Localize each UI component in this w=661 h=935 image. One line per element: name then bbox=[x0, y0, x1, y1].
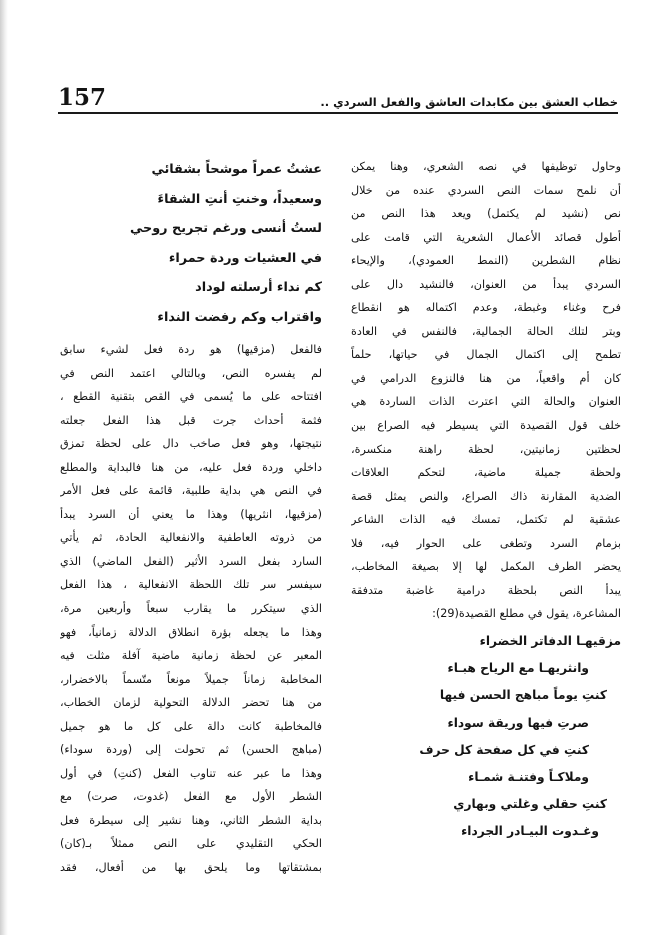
text-line: فالمخاطبة كانت دالة على كل ما هو جميل bbox=[60, 719, 322, 733]
text-line: بمشتقاتها وما يلحق بها من أفعال، فقد bbox=[60, 861, 322, 875]
left-column bbox=[60, 155, 322, 880]
running-title: خطاب العشق بين مكابدات العاشق والفعل السردي .. bbox=[320, 95, 618, 109]
verse-line: في العشيات وردة حمراء bbox=[168, 250, 322, 266]
text-line: أن نلمح سمات النص السردي عنده من خلال bbox=[351, 183, 621, 197]
text-line: الذي سيتكرر ما يقارب سبعاً وأربعين مرة، bbox=[60, 602, 322, 616]
text-line: السردي يبدأ من العنوان، فالنشيد دال على bbox=[351, 277, 621, 291]
right-column bbox=[351, 155, 621, 845]
text-line: فالفعل (مزقيها) هو ردة فعل لشيء سابق bbox=[60, 343, 322, 356]
text-line: من هنا تحضر الدلالة التحولية لزمان الخطاب، bbox=[60, 696, 322, 710]
text-line: من ذروته العاطفية والانفعالية الحادة، ثم يأتي bbox=[60, 531, 322, 545]
verse-line: مزقيهـا الدفاتر الخضراء bbox=[479, 633, 621, 648]
text-line: وهذا ما يجعله بؤرة انطلاق الدلالة زمانياً، فهو bbox=[60, 625, 322, 639]
text-line: وحاول توظيفها في نصه الشعري، وهنا يمكن bbox=[351, 160, 621, 173]
text-line: بزمام السرد وتطغى على الحوار فيه، فلا bbox=[351, 536, 621, 550]
text-line: وهذا ما عبر عنه تناوب الفعل (كنتِ) في أول bbox=[60, 766, 322, 780]
verse-line: واقتراب وكم رفضت النداء bbox=[157, 309, 322, 325]
text-line: خلف قول القصيدة التي يسيطر فيه الصراع بين bbox=[351, 419, 621, 433]
verse-line: صرتِ فيها وريقة سوداء bbox=[447, 715, 589, 730]
text-line: في النص هي بداية طلبية، قائمة على فعل الأمر bbox=[60, 484, 322, 498]
right-paragraph bbox=[351, 155, 621, 626]
text-line: داخلي وردة فعل عليه، من هنا فالبداية والمطلع bbox=[60, 460, 322, 474]
left-verses bbox=[60, 155, 322, 332]
text-line: نص (نشيد لم يكتمل) ويعد هذا النص من bbox=[351, 207, 621, 221]
verse-line: وملاكـاً وفتنـة شمـاء bbox=[468, 769, 589, 784]
page-number: 157 bbox=[58, 84, 107, 111]
verse-line: كنتِ حقلي وغلتي وبهاري bbox=[453, 797, 607, 812]
text-line: يبدأ النص بلحظة درامية غاضبة متدفقة bbox=[351, 583, 621, 597]
text-line: كان أم واقعياً، من هنا فالنزوع الدرامي في bbox=[351, 371, 621, 385]
text-line: الشطر الأول مع الفعل (غدوت، صرت) مع bbox=[60, 790, 322, 804]
verse-line: وانثريهـا مع الرياح هبـاء bbox=[447, 661, 589, 676]
text-line: فرح وغناء وغبطة، وعدم اكتماله هو انقطاع bbox=[351, 301, 621, 315]
text-line: نتيجتها، وهو فعل صاخب دال على لحظة تمزق bbox=[60, 437, 322, 451]
text-line: المشاعرة، يقول في مطلع القصيدة(29): bbox=[432, 607, 621, 621]
verse-line: وغـدوت البيـادر الجرداء bbox=[461, 824, 599, 839]
text-line: المعبر عن لحظة زمانية ماضية آفلة مثلت فيه bbox=[60, 649, 322, 663]
verse-line: كم نداء أرسلته لوداد bbox=[195, 280, 322, 295]
verse-line: كنتِ في كل صفحة كل حرف bbox=[419, 742, 589, 757]
text-line: (مباهج الحسن) ثم تحولت إلى (وردة سوداء) bbox=[60, 743, 322, 757]
text-line: السارد بفعل السرد الأثير (الفعل الماضي) الذي bbox=[60, 554, 322, 568]
text-line: وبتر لتلك الحالة الجمالية، فالنفس في العادة bbox=[351, 324, 621, 338]
text-line: العنوان والحالة التي اعترت الذات الساردة هي bbox=[351, 395, 621, 409]
page-header bbox=[58, 86, 618, 114]
text-line: فثمة أحداث جرت قبل هذا الفعل جعلته bbox=[60, 413, 322, 427]
text-line: نظام الشطرين (النمط العمودي)، والإيحاء bbox=[351, 254, 621, 268]
text-line: الحكي التقليدي على النص ممثلاً بـ(كان) bbox=[60, 837, 322, 851]
text-line: (مزقيها، انثريها) وهذا ما يعني أن السرد يبدأ bbox=[60, 507, 322, 521]
right-verses bbox=[351, 628, 621, 846]
text-line: سيفسر سر تلك اللحظة الانفعالية ، هذا الفعل bbox=[60, 578, 322, 592]
text-line: يحضر الطرف المكمل لها إلا بصيغة المخاطب، bbox=[351, 560, 621, 574]
text-line: الضدية المقارنة ذاك الصراع، والنص يمثل قصة bbox=[351, 489, 621, 503]
text-line: المخاطبة زماناً جميلاً مونعاً متّسماً بالاخضرار، bbox=[60, 672, 322, 686]
text-line: بداية الشطر الثاني، وهنا نشير إلى سيطرة فعل bbox=[60, 813, 322, 827]
text-line: تطمح إلى اكتمال الجمال في حياتها، حلماً bbox=[351, 348, 621, 362]
verse-line: لستُ أنسى ورغم تجريح روحي bbox=[130, 221, 322, 236]
verse-line: عشتُ عمراً موشحاً بشقائي bbox=[151, 162, 322, 177]
verse-line: كنتِ يوماً مباهج الحسن فيها bbox=[439, 688, 607, 703]
text-line: عشقية لم تكتمل، تمسك فيه الذات الشاعر bbox=[351, 513, 621, 527]
text-line: أطول قصائد الأعمال الشعرية التي قامت على bbox=[351, 230, 621, 244]
page-edge-shadow bbox=[0, 0, 8, 935]
text-line: افتتاحه على ما يُسمى في القص بتقنية القطع ، bbox=[60, 390, 322, 404]
text-line: لم يفسره النص، وبالتالي اعتمد النص في bbox=[60, 366, 322, 380]
left-paragraph bbox=[60, 338, 322, 880]
text-line: لحظتين زمانيتين، لحظة راهنة منكسرة، bbox=[351, 442, 621, 456]
verse-line: وسعيداً، وخنتِ أنتِ الشقاءَ bbox=[157, 191, 322, 207]
text-line: ولحظة جميلة ماضية، لتحكم العلاقات bbox=[351, 466, 621, 480]
